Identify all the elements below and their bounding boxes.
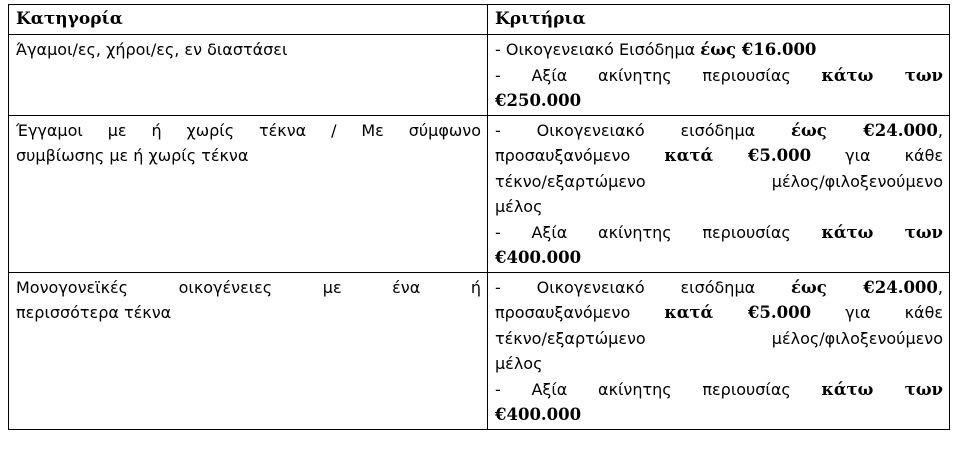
category-cell	[9, 35, 488, 116]
criteria-line	[495, 88, 943, 114]
criteria-text: προσαυξανόμενο	[495, 303, 665, 322]
criteria-emphasis: κατά €5.000	[664, 146, 812, 165]
criteria-emphasis: έως €24.000	[791, 277, 938, 297]
criteria-line	[495, 245, 943, 271]
criteria-line	[495, 220, 943, 246]
criteria-emphasis: κάτω των	[821, 379, 943, 399]
criteria-table	[8, 4, 950, 430]
criteria-emphasis: κάτω των	[821, 65, 943, 85]
criteria-line	[495, 275, 943, 301]
criteria-emphasis: €400.000	[495, 405, 582, 424]
document-area	[8, 4, 950, 430]
criteria-line	[495, 169, 943, 195]
criteria-emphasis: €250.000	[495, 91, 582, 110]
criteria-emphasis: έως €16.000	[700, 40, 817, 59]
category-cell	[9, 272, 488, 429]
criteria-line	[495, 351, 943, 377]
category-line: συμβίωσης με ή χωρίς τέκνα	[16, 146, 249, 165]
criteria-cell	[488, 115, 950, 272]
criteria-text: - Οικογενειακό εισόδημα	[495, 277, 791, 297]
table-row	[9, 35, 950, 116]
criteria-line	[495, 37, 943, 63]
criteria-line	[495, 63, 943, 89]
table-header-row	[9, 5, 950, 35]
category-line: Έγγαμοι με ή χωρίς τέκνα / Με σύμφωνο	[16, 120, 481, 140]
criteria-text: ,	[937, 120, 943, 140]
criteria-text: μέλος	[495, 354, 543, 373]
table-row	[9, 272, 950, 429]
header-criteria: Κριτήρια	[488, 5, 950, 35]
criteria-cell	[488, 272, 950, 429]
criteria-line	[495, 326, 943, 352]
criteria-line	[495, 194, 943, 220]
criteria-line	[495, 143, 943, 169]
criteria-text: για κάθε	[811, 303, 944, 322]
criteria-emphasis: κάτω των	[821, 222, 943, 242]
criteria-emphasis: €400.000	[495, 248, 582, 267]
criteria-text: μέλος	[495, 197, 543, 216]
criteria-emphasis: κατά €5.000	[664, 303, 812, 322]
criteria-text: - Αξία ακίνητης περιουσίας	[495, 222, 822, 242]
criteria-line	[495, 377, 943, 403]
criteria-text: τέκνο/εξαρτώμενο μέλος/φιλοξενούμενο	[495, 328, 943, 348]
criteria-text: - Αξία ακίνητης περιουσίας	[495, 65, 822, 85]
criteria-line	[495, 300, 943, 326]
table-row	[9, 115, 950, 272]
criteria-emphasis: έως €24.000	[791, 120, 938, 140]
category-line: περισσότερα τέκνα	[16, 303, 172, 322]
category-line: Μονογονεϊκές οικογένειες με ένα ή	[16, 277, 481, 297]
criteria-text: ,	[937, 277, 943, 297]
criteria-text: - Οικογενειακό Εισόδημα	[495, 40, 701, 59]
header-category: Κατηγορία	[9, 5, 488, 35]
criteria-text: - Οικογενειακό εισόδημα	[495, 120, 791, 140]
category-line: Άγαμοι/ες, χήροι/ες, εν διαστάσει	[16, 40, 288, 59]
criteria-text: - Αξία ακίνητης περιουσίας	[495, 379, 822, 399]
criteria-text: για κάθε	[811, 146, 944, 165]
category-cell	[9, 115, 488, 272]
criteria-text: προσαυξανόμενο	[495, 146, 665, 165]
criteria-text: τέκνο/εξαρτώμενο μέλος/φιλοξενούμενο	[495, 171, 943, 191]
criteria-line	[495, 402, 943, 428]
criteria-cell	[488, 35, 950, 116]
table-body	[9, 35, 950, 430]
criteria-line	[495, 118, 943, 144]
